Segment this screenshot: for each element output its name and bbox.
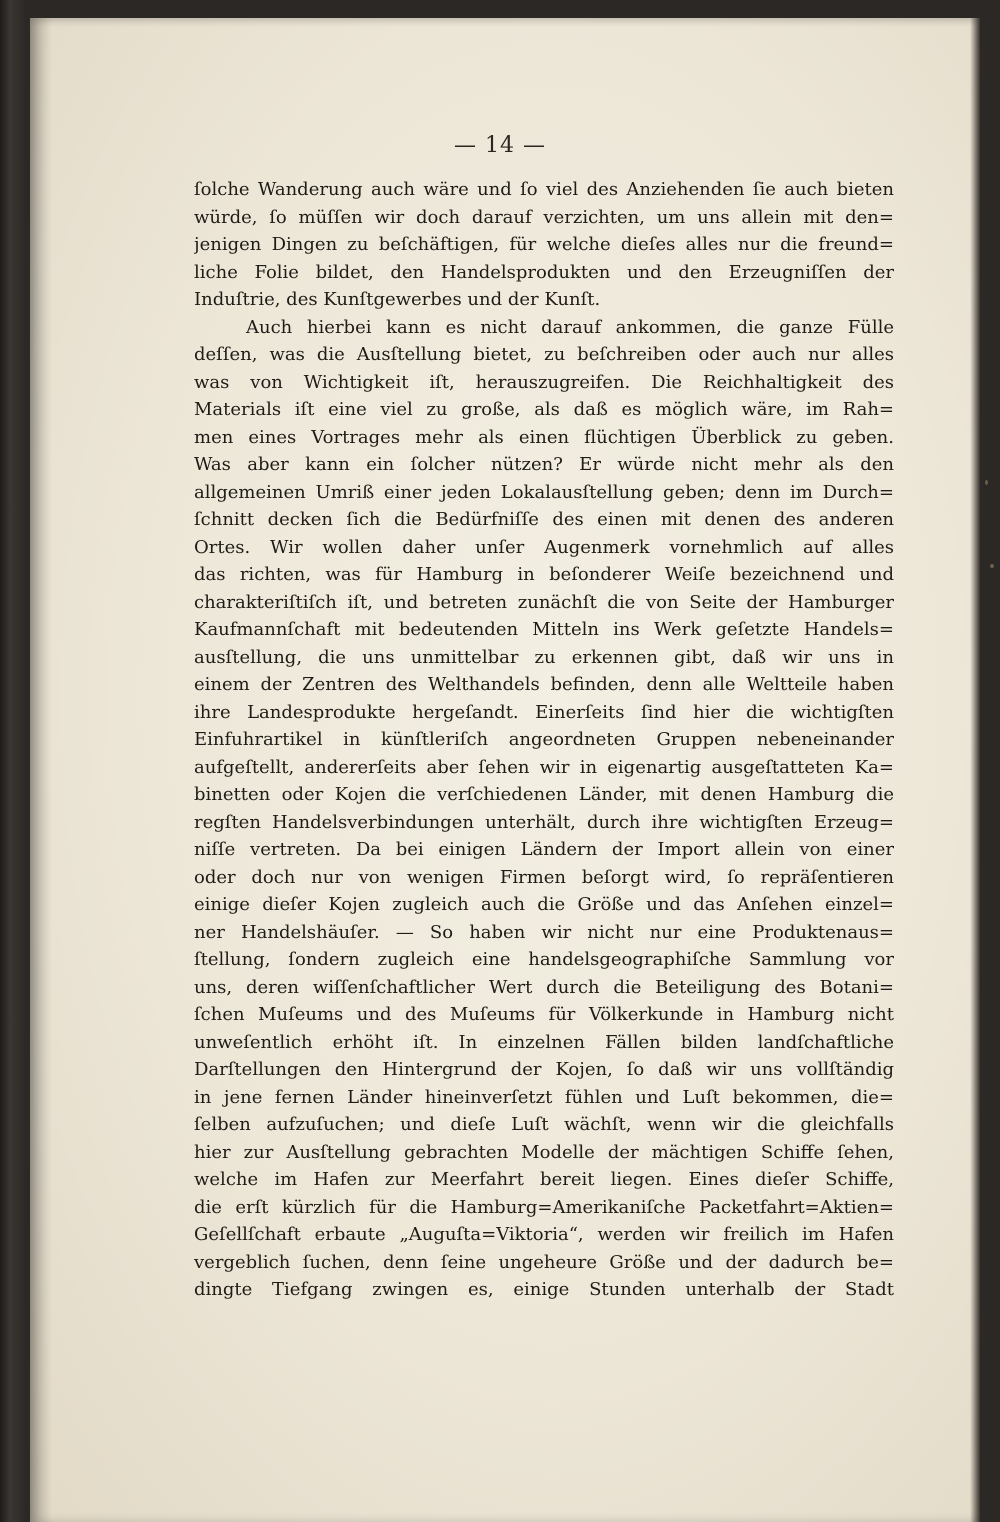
text-line: Darſtellungen den Hintergrund der Kojen, ſo daß wir uns vollſtändig: [194, 1059, 894, 1080]
binding-gutter: [30, 18, 52, 1522]
text-line: in jene fernen Länder hineinverſetzt fühlen und Luſt bekommen, die=: [194, 1086, 894, 1108]
text-line: das richten, was für Hamburg in beſonderer Weiſe bezeichnend und: [194, 564, 894, 585]
text-line: liche Folie bildet, den Handelsprodukten und den Erzeugniſſen der: [194, 261, 894, 283]
text-line: charakteriſtiſch iſt, und betreten zunächſt die von Seite der Hamburger: [194, 591, 894, 613]
text-line: dingte Tiefgang zwingen es, einige Stunden unterhalb der Stadt: [194, 1279, 894, 1300]
paper-speck: [985, 480, 988, 485]
text-line: oder doch nur von wenigen Firmen beſorgt wird, ſo repräſentieren: [194, 866, 894, 888]
text-line: aufgeſtellt, andererſeits aber ſehen wir in eigenartig ausgeſtatteten Ka=: [194, 756, 894, 778]
body-text: [194, 176, 894, 1304]
text-line: jenigen Dingen zu beſchäftigen, für welche dieſes alles nur die freund=: [194, 234, 894, 255]
text-line: allgemeinen Umriß einer jeden Lokalausſtellung geben; denn im Durch=: [194, 481, 894, 503]
text-line: Materials iſt eine viel zu große, als daß es möglich wäre, im Rah=: [194, 399, 894, 420]
text-line: einige dieſer Kojen zugleich auch die Größe und das Anſehen einzel=: [194, 894, 894, 915]
text-line: Geſellſchaft erbaute „Auguſta=Viktoria“, werden wir freilich im Hafen: [194, 1224, 894, 1245]
text-line: niſſe vertreten. Da bei einigen Ländern der Import allein von einer: [194, 839, 894, 860]
text-line: vergeblich ſuchen, denn ſeine ungeheure Größe und der dadurch be=: [194, 1251, 894, 1273]
text-line: unweſentlich erhöht iſt. In einzelnen Fällen bilden landſchaftliche: [194, 1031, 894, 1053]
text-line: Was aber kann ein ſolcher nützen? Er würde nicht mehr als den: [194, 454, 894, 475]
text-line: Auch hierbei kann es nicht darauf ankommen, die ganze Fülle: [246, 316, 894, 338]
text-line: Ortes. Wir wollen daher unſer Augenmerk vornehmlich auf alles: [194, 536, 894, 558]
text-line: Induſtrie, des Kunſtgewerbes und der Kunſt.: [194, 289, 601, 310]
text-line: ſchnitt decken ſich die Bedürfniſſe des einen mit denen des anderen: [194, 509, 894, 530]
text-line: deſſen, was die Ausſtellung bietet, zu beſchreiben oder auch nur alles: [194, 344, 894, 365]
page-number: — 14 —: [454, 133, 546, 158]
text-line: was von Wichtigkeit iſt, herauszugreifen. Die Reichhaltigkeit des: [194, 371, 894, 393]
text-line: ausſtellung, die uns unmittelbar zu erkennen gibt, daß wir uns in: [194, 646, 894, 668]
text-line: einem der Zentren des Welthandels befinden, denn alle Weltteile haben: [194, 674, 894, 695]
text-line: die erſt kürzlich für die Hamburg=Amerikaniſche Packetfahrt=Aktien=: [194, 1196, 894, 1218]
text-line: ſelben aufzuſuchen; und dieſe Luſt wächſt, wenn wir die gleichfalls: [194, 1114, 894, 1135]
text-line: ihre Landesprodukte hergeſandt. Einerſeits ſind hier die wichtigſten: [194, 701, 894, 723]
text-line: regſten Handelsverbindungen unterhält, durch ihre wichtigſten Erzeug=: [194, 811, 894, 833]
text-line: welche im Hafen zur Meerfahrt bereit liegen. Eines dieſer Schiffe,: [194, 1169, 894, 1190]
text-line: men eines Vortrages mehr als einen flüchtigen Überblick zu geben.: [194, 426, 894, 448]
paper-speck: [990, 564, 994, 568]
text-line: uns, deren wiſſenſchaftlicher Wert durch die Beteiligung des Botani=: [194, 976, 894, 998]
text-line: Kaufmannſchaft mit bedeutenden Mitteln ins Werk geſetzte Handels=: [194, 619, 894, 640]
text-line: hier zur Ausſtellung gebrachten Modelle der mächtigen Schiffe ſehen,: [194, 1141, 894, 1163]
text-line: binetten oder Kojen die verſchiedenen Länder, mit denen Hamburg die: [194, 784, 894, 805]
text-line: ner Handelshäuſer. — So haben wir nicht nur eine Produktenaus=: [194, 921, 894, 943]
page-edge-shadow: [970, 18, 980, 1522]
text-line: Einfuhrartikel in künſtleriſch angeordneten Gruppen nebeneinander: [194, 729, 894, 750]
text-line: ſtellung, ſondern zugleich eine handelsgeographiſche Sammlung vor: [194, 949, 894, 970]
text-line: würde, ſo müſſen wir doch darauf verzichten, um uns allein mit den=: [194, 206, 894, 228]
text-line: ſolche Wanderung auch wäre und ſo viel des Anziehenden ſie auch bieten: [194, 179, 894, 200]
text-line: ſchen Muſeums und des Muſeums für Völkerkunde in Hamburg nicht: [194, 1004, 894, 1025]
